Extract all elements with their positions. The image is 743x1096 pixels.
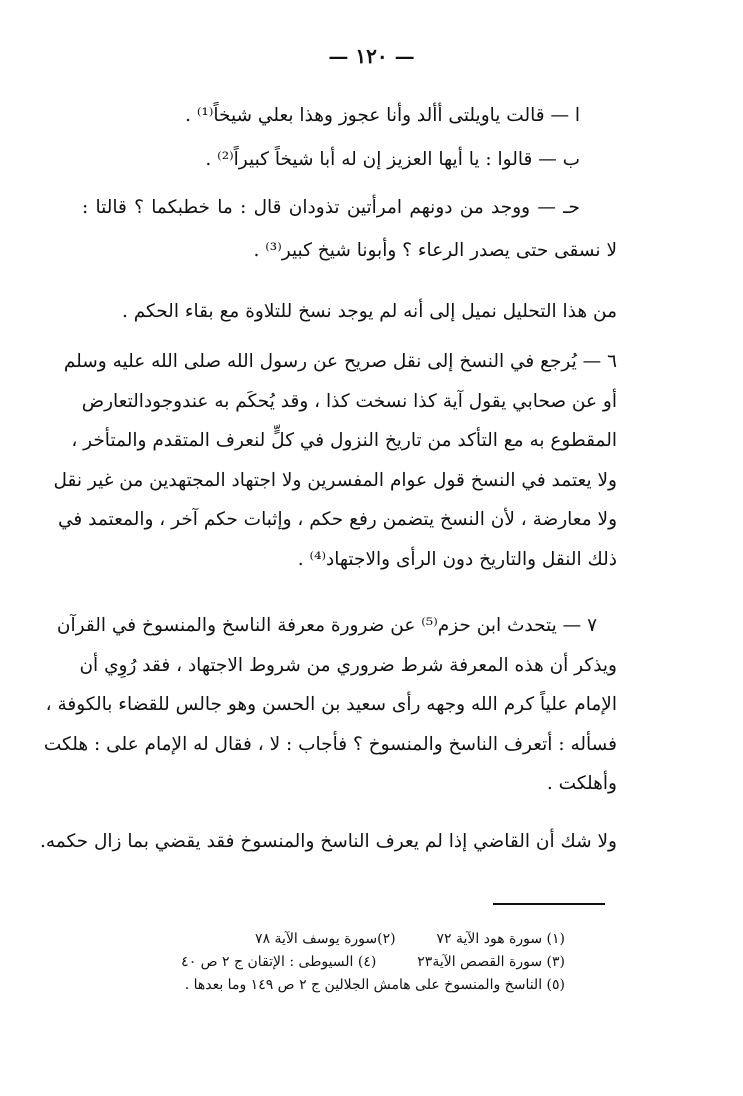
section-7-paragraph xyxy=(43,606,617,804)
footnote-4: (٤) السيوطى : الإتقان ج ٢ ص ٤٠ xyxy=(181,954,377,970)
section-6-paragraph xyxy=(53,342,617,579)
section-6-line: ذلك النقل والتاريخ دون الرأى والاجتهاد⁽⁴⁾ . xyxy=(297,548,617,570)
footnote-divider xyxy=(493,903,605,905)
section-6-line: أو عن صحابي يقول آية كذا نسخت كذا ، وقد يُحكَم به عندوجودالتعارض xyxy=(81,390,617,412)
section-6-line: ٦ — يُرجع في النسخ إلى نقل صريح عن رسول الله صلى الله عليه وسلم xyxy=(63,351,617,372)
footnote-1: (١) سورة هود الآية ٧٢ xyxy=(436,931,565,947)
footnote-row xyxy=(150,928,565,951)
closing-paragraph: ولا شك أن القاضي إذا لم يعرف الناسخ والمنسوخ فقد يقضي بما زال حكمه. xyxy=(39,831,617,852)
page-number: — ١٢٠ — xyxy=(328,44,415,68)
example-a: ا — قالت ياويلتى أألد وأنا عجوز وهذا بعلي شيخاً⁽¹⁾ . xyxy=(185,105,580,126)
footnote-row xyxy=(150,974,565,997)
section-6-line: المقطوع به مع التأكد من تاريخ النزول في كلٍّ لنعرف المتقدم والمتأخر ، xyxy=(71,430,617,451)
conclusion-paragraph: من هذا التحليل نميل إلى أنه لم يوجد نسخ للتلاوة مع بقاء الحكم . xyxy=(121,301,617,322)
example-c-line-2: لا نسقى حتى يصدر الرعاء ؟ وأبونا شيخ كبير⁽³⁾ . xyxy=(253,240,617,261)
footnote-2: (٢)سورة يوسف الآية ٧٨ xyxy=(255,931,396,947)
section-7-line: ٧ — يتحدث ابن حزم⁽⁵⁾ عن ضرورة معرفة الناسخ والمنسوخ في القرآن xyxy=(56,615,597,636)
footnote-3: (٣) سورة القصص الآية٢٣ xyxy=(417,954,565,970)
footnote-row xyxy=(150,951,565,974)
example-c-line-1: حـ — ووجد من دونهم امرأتين تذودان قال : ما خطبكما ؟ قالتا : xyxy=(82,197,580,218)
section-7-line: فسأله : أتعرف الناسخ والمنسوخ ؟ فأجاب : لا ، فقال له الإمام على : هلكت xyxy=(43,733,617,755)
section-6-line: ولا معارضة ، لأن النسخ يتضمن رفع حكم ، وإثبات حكم آخر ، والمعتمد في xyxy=(57,509,617,530)
section-7-line: ويذكر أن هذه المعرفة شرط ضروري من شروط الاجتهاد ، فقد رُوِي أن xyxy=(79,654,617,676)
section-6-line: ولا يعتمد في النسخ قول عوام المفسرين ولا اجتهاد المجتهدين من غير نقل xyxy=(53,469,617,491)
footnote-5: (٥) الناسخ والمنسوخ على هامش الجلالين ج ٢ ص ١٤٩ وما بعدها . xyxy=(184,977,565,993)
section-7-line: وأهلكت . xyxy=(546,773,617,794)
section-7-line: الإمام علياً كرم الله وجهه رأى سعيد بن الحسن وهو جالس للقضاء بالكوفة ، xyxy=(45,694,617,715)
example-b: ب — قالوا : يا أيها العزيز إن له أبا شيخاً كبيراً⁽²⁾ . xyxy=(205,149,580,170)
footnotes xyxy=(150,928,565,997)
